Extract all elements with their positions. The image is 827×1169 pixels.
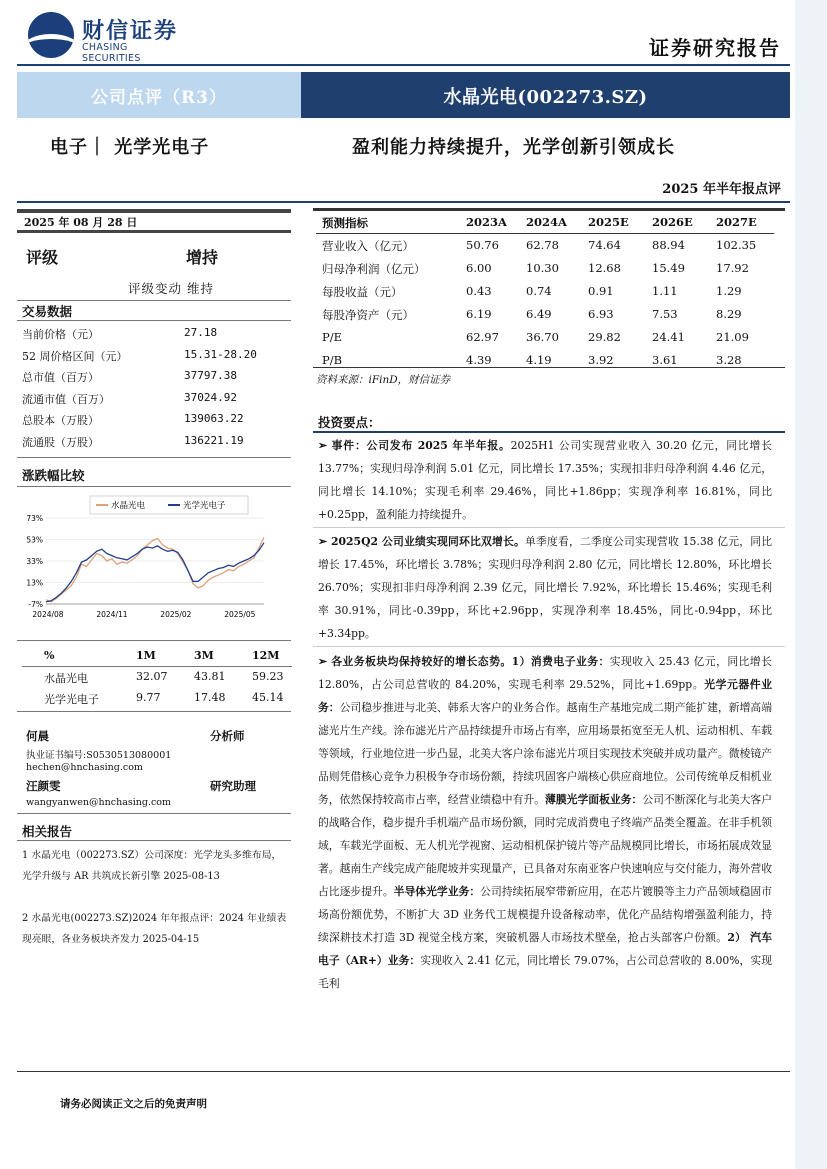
point-body: 公司稳步推进与北美、韩系大客户的业务合作。越南生产基地完成二期产能扩建，新增高端滤光片生产线。涂布滤光片产品持续提升市场占有率，应用场景拓宽至无人机、运动相机、车载等领域，行业地位进一步凸显，北美大客户涂布滤光片项目实现技术突破并成功量产。微棱镜产品则凭借核心竞争力积极争夺市场份额，持续巩固客户端核心供应商地位。公司传统单反相机业务，依然保持较高市占率，经营业绩稳中有升。 [318,701,773,806]
trade-data-key: 总市值（百万） [22,371,99,384]
divider [17,230,291,233]
perf-header-cell: 1M [136,649,156,662]
point-paragraph-2 [318,530,772,645]
trade-data-row [22,409,292,430]
point-sub-lead: 半导体光学业务： [393,885,481,898]
forecast-cell: 12.68 [588,261,621,275]
arrow-bullet-icon: ➢ [318,535,332,548]
perf-table-header [22,646,292,667]
forecast-cell: 每股净资产（元） [322,308,414,322]
divider [313,367,785,368]
data-source: 资料来源：iFinD，财信证券 [316,374,451,386]
point-body: 实现收入 2.41 亿元，同比增长 79.07%，占公司总营收的 8.00%，实现毛利 [318,954,772,990]
divider [17,320,291,321]
x-tick-label: 2025/05 [224,610,256,619]
forecast-cell: 1.11 [652,284,678,298]
forecast-cell: 1.29 [716,284,742,298]
trade-data-row [22,431,292,452]
forecast-row [316,234,774,257]
divider [17,209,291,213]
forecast-row [316,280,774,303]
forecast-cell: 10.30 [526,261,559,275]
perf-table [22,646,292,709]
rating-label: 评级 [26,248,59,267]
analyst-name: 汪颜雯 [26,779,61,793]
forecast-cell: 24.41 [652,330,685,344]
point-paragraph-3 [318,650,772,995]
forecast-cell: 0.43 [466,284,492,298]
forecast-cell: 74.64 [588,238,621,252]
forecast-cell: 17.92 [716,261,749,275]
trade-data-row [22,388,292,409]
y-tick-label: 53% [26,535,43,545]
divider [17,457,291,458]
forecast-cell: 0.91 [588,284,614,298]
forecast-cell: 3.28 [716,353,742,367]
y-tick-label: 13% [26,578,43,588]
divider [17,64,790,66]
company-logo [28,12,188,64]
perf-cell: 32.07 [136,670,168,683]
divider [17,711,291,712]
forecast-cell: 21.09 [716,330,749,344]
point-lead: 事件：公司发布 2025 年半年报。 [331,439,511,452]
report-category: 公司点评（R3） [91,88,227,108]
point-paragraph-1 [318,434,772,526]
trade-data-value: 139063.22 [184,412,244,425]
forecast-row [316,303,774,326]
forecast-row [316,326,774,349]
trade-data-row [22,323,292,344]
forecast-header-cell: 2024A [526,215,567,229]
divider [17,1071,790,1072]
forecast-cell: 3.92 [588,353,614,367]
forecast-row [316,257,774,280]
point-body: 2025H1 公司实现营业收入 30.20 亿元，同比增长 13.77%；实现归母净利润 5.01 亿元，同比增长 17.35%；实现扣非归母净利润 4.46 亿元，同比增长 14.10%；实现毛利率 29.46%，同比+1.86pp；实现净利率 16.81%，同比+0.25pp，盈利能力持续提升。 [318,439,772,521]
trade-data-value: 37797.38 [184,369,237,382]
forecast-cell: 6.00 [466,261,492,275]
forecast-cell: 3.61 [652,353,678,367]
forecast-header-cell: 2026E [652,215,693,229]
forecast-row [316,349,774,372]
analyst-role: 分析师 [210,729,245,743]
forecast-cell: 29.82 [588,330,621,344]
forecast-header-cell: 预测指标 [322,216,368,230]
forecast-cell: 0.74 [526,284,552,298]
forecast-cell: 6.19 [466,307,492,321]
analyst-cert: 执业证书编号:S0530513080001 [26,750,172,761]
forecast-cell: 每股收益（元） [322,285,403,299]
analyst-email[interactable]: wangyanwen@hnchasing.com [26,797,172,808]
report-date: 2025 年 08 月 28 日 [24,216,138,229]
divider [313,527,785,528]
perf-cell: 光学光电子 [44,693,99,706]
arrow-bullet-icon: ➢ [318,439,332,452]
trade-data-key: 总股本（万股） [22,414,99,427]
price-performance-chart [18,492,278,628]
perf-cell: 45.14 [252,691,284,704]
perf-cell: 17.48 [194,691,226,704]
arrow-bullet-icon: ➢ [318,655,332,668]
perf-table-row [22,688,292,709]
x-tick-label: 2025/02 [160,610,192,619]
forecast-cell: P/B [322,353,343,367]
y-tick-label: 73% [26,514,43,523]
forecast-header-cell: 2025E [588,215,629,229]
divider [17,840,291,841]
legend-label: 光学光电子 [183,501,226,511]
perf-header-cell: 3M [194,649,214,662]
forecast-cell: 8.29 [716,307,742,321]
forecast-cell: 营业收入（亿元） [322,239,414,253]
point-body: 单季度看，二季度公司实现营收 15.38 亿元，同比增长 17.45%，环比增长 3.78%；实现归母净利润 2.80 亿元，同比增长 12.80%，环比增长 26.70%；实现扣非归母净利润 2.39 亿元，同比增长 7.92%，环比增长 15.46%；实现毛利率 30.91%，同比-0.39pp，环比+2.96pp，实现净利率 18.45%，同比-0.94pp，环比+3.34pp。 [318,535,772,640]
forecast-cell: P/E [322,330,343,344]
rating-change: 评级变动 维持 [128,281,214,296]
point-lead: 各业务板块均保持较好的增长态势。1）消费电子业务： [331,655,610,668]
related-report-item[interactable]: 2 水晶光电(002273.SZ)2024 年年报点评：2024 年业绩表现亮眼，各业务板块齐发力 2025-04-15 [22,913,287,945]
page-title: 盈利能力持续提升，光学创新引领成长 [352,137,675,158]
logo-mark-icon [28,12,74,58]
forecast-table [316,211,774,372]
forecast-cell: 6.93 [588,307,614,321]
analyst-email[interactable]: hechen@hnchasing.com [26,762,143,773]
company-ticker-band [301,72,790,118]
point-sub-lead: 光学元器件业务： [318,678,773,714]
point-sub-lead: 薄膜光学面板业务： [545,793,643,806]
analyst-role: 研究助理 [210,779,256,793]
x-tick-label: 2024/11 [96,610,128,619]
trade-data-value: 15.31-28.20 [184,347,257,361]
forecast-cell: 88.94 [652,238,685,252]
trade-data-value: 37024.92 [184,390,237,404]
forecast-header-cell: 2027E [716,215,757,229]
analyst-name: 何晨 [26,729,49,743]
divider [17,813,291,814]
perf-header-cell: 12M [252,649,280,662]
trade-data-value: 136221.19 [184,433,244,447]
divider [17,486,291,487]
logo-text-cn: 财信证券 [82,19,179,44]
forecast-cell: 50.76 [466,238,499,252]
rating-value: 增持 [186,248,219,267]
y-tick-label: 33% [26,557,43,566]
point-body: 公司不断深化与北美大客户的战略合作，稳步提升手机端产品市场份额，同时完成消费电子终端产品类全覆盖。在非手机领域，车载光学面板、无人机光学视窗、运动相机保护镜片等产品规模同比增长，市场拓展成效显著。越南生产线完成产能爬坡并实现量产，已具备对东南亚客户快速响应与交付能力，海外营收占比逐步提升。 [318,793,773,898]
perf-compare-title: 涨跌幅比较 [22,468,85,483]
perf-header-cell: % [44,649,55,662]
forecast-cell: 102.35 [716,238,757,252]
forecast-header [316,211,774,234]
related-report-item[interactable]: 1 水晶光电（002273.SZ）公司深度：光学龙头多维布局，光学升级与 AR 共筑成长新引擎 2025-08-13 [22,850,282,882]
forecast-cell: 62.97 [466,330,499,344]
sector-label: 电子｜ 光学光电子 [50,137,210,158]
perf-table-row [22,667,292,688]
logo-text-en: CHASING SECURITIES [82,42,141,64]
trade-data-key: 流通股（万股） [22,435,99,449]
trade-data-value: 27.18 [184,326,218,339]
divider [17,640,291,641]
y-tick-label: -7% [28,600,43,609]
x-tick-label: 2024/08 [32,610,64,619]
trade-data-key: 流通市值（百万） [22,392,110,406]
report-category-band [17,72,301,118]
investment-points-title: 投资要点： [318,415,381,430]
report-type: 证券研究报告 [649,36,781,60]
trade-data-key: 52 周价格区间（元） [22,349,128,363]
disclaimer: 请务必阅读正文之后的免责声明 [60,1098,207,1110]
divider [313,431,785,433]
related-reports-title: 相关报告 [22,824,73,839]
trade-data-row [22,366,292,387]
divider [17,300,291,301]
trade-data-key: 当前价格（元） [22,328,99,341]
side-strip [795,0,827,1169]
forecast-cell: 36.70 [526,330,559,344]
point-lead: 2025Q2 公司业绩实现同环比双增长。 [331,535,525,548]
divider [313,646,785,647]
point-body: 实现收入 25.43 亿元，同比增长 12.80%，占公司总营收的 84.20%，实现毛利率 29.52%，同比+1.69pp。 [318,655,772,691]
forecast-header-cell: 2023A [466,215,507,229]
forecast-cell: 6.49 [526,307,552,321]
perf-cell: 9.77 [136,691,161,704]
perf-cell: 水晶光电 [44,672,88,685]
forecast-cell: 15.49 [652,261,685,275]
forecast-cell: 4.39 [466,353,492,367]
forecast-cell: 7.53 [652,307,678,321]
point-body: 公司持续拓展窄带新应用，在芯片镀膜等主力产品领域稳固市场高份额优势，不断扩大 3D 业务代工规模提升设备稼动率，优化产品结构增强盈利能力，持续深耕技术打造 3D 视觉全栈方案，突破机器人市场技术壁垒，抢占头部客户份额。 [318,885,773,944]
forecast-cell: 4.19 [526,353,552,367]
trade-data-row [22,345,292,366]
perf-cell: 59.23 [252,670,284,683]
perf-cell: 43.81 [194,670,226,683]
forecast-cell: 归母净利润（亿元） [322,262,426,276]
divider [17,201,790,203]
company-ticker: 水晶光电(002273.SZ) [443,87,648,108]
trade-data-title: 交易数据 [22,304,73,319]
point-sub-lead: 2） 汽车电子（AR+）业务： [318,931,772,967]
forecast-cell: 62.78 [526,238,559,252]
report-subtitle: 2025 年半年报点评 [662,182,781,197]
legend-label: 水晶光电 [111,501,146,511]
